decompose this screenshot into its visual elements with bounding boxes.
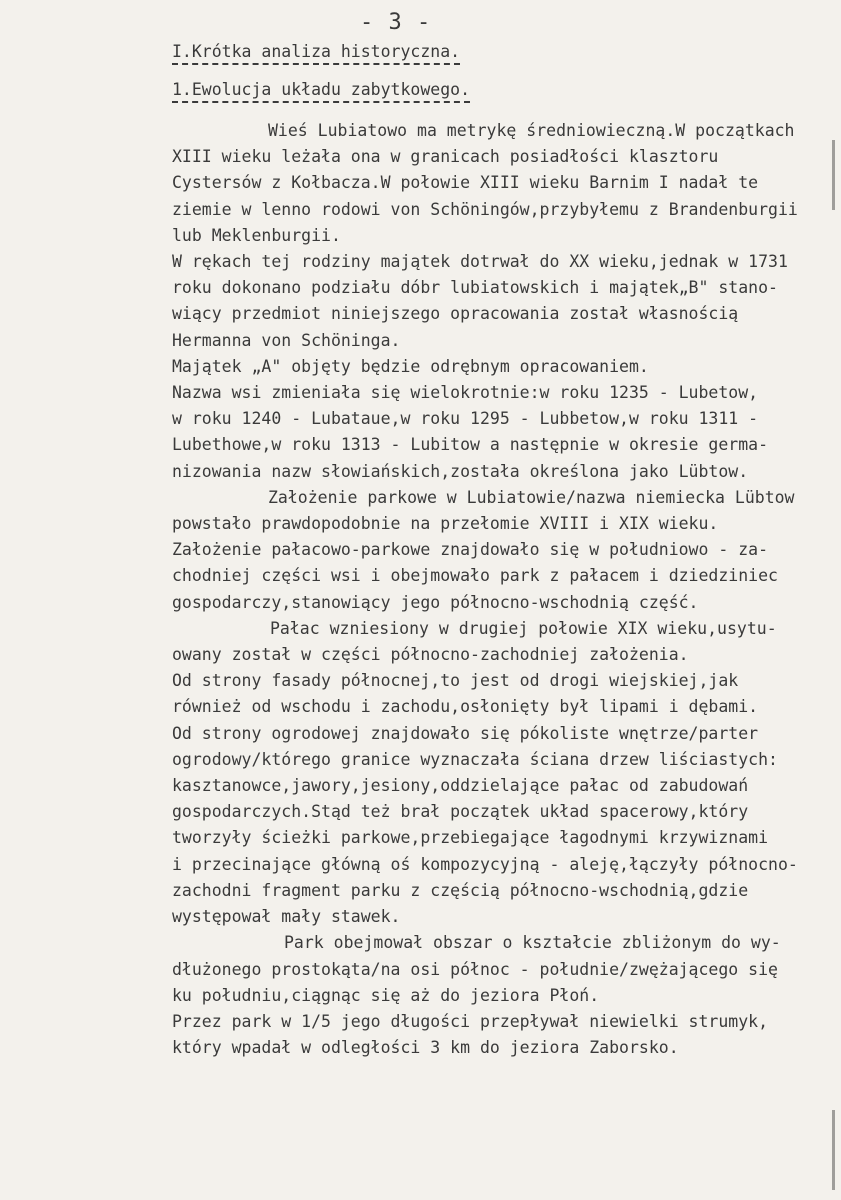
text-line: ziemie w lenno rodowi von Schöningów,przybyłemu z Brandenburgii	[172, 199, 798, 219]
chapter-heading	[172, 42, 460, 65]
text-line: powstało prawdopodobnie na przełomie XVIII i XIX wieku.	[172, 514, 719, 534]
text-line: dłużonego prostokąta/na osi północ - południe/zwężającego się	[172, 959, 778, 979]
text-line: gospodarczych.Stąd też brał początek układ spacerowy,który	[172, 802, 749, 822]
text-line: i przecinające główną oś kompozycyjną - aleję,łączyły północno-	[172, 854, 798, 874]
text-line: Majątek „A" objęty będzie odrębnym opracowaniem.	[172, 356, 649, 376]
text-line: który wpadał w odległości 3 km do jeziora Zaborsko.	[172, 1038, 679, 1058]
text-line: nizowania nazw słowiańskich,została określona jako Lübtow.	[172, 461, 749, 481]
text-line: Lubethowe,w roku 1313 - Lubitow a następnie w okresie germa-	[172, 435, 769, 455]
page-edge-mark	[832, 1110, 835, 1190]
section-heading-text: 1.Ewolucja układu zabytkowego.	[172, 80, 471, 99]
section-heading	[172, 80, 470, 103]
chapter-heading-text: I.Krótka analiza historyczna.	[172, 42, 461, 61]
text-line: Od strony fasady północnej,to jest od drogi wiejskiej,jak	[172, 671, 739, 691]
text-line: Założenie pałacowo-parkowe znajdowało się w południowo - za-	[172, 540, 769, 560]
text-line: również od wschodu i zachodu,osłonięty był lipami i dębami.	[172, 697, 759, 717]
text-line: Założenie parkowe w Lubiatowie/nazwa niemiecka Lübtow	[268, 487, 795, 507]
text-line: Przez park w 1/5 jego długości przepływał niewielki strumyk,	[172, 1011, 769, 1031]
text-line: Cystersów z Kołbacza.W połowie XIII wieku Barnim I nadał te	[172, 173, 759, 193]
text-line: wiący przedmiot niniejszego opracowania został własnością	[172, 304, 739, 324]
page-number: - 3 -	[360, 10, 432, 35]
text-line: XIII wieku leżała ona w granicach posiadłości klasztoru	[172, 147, 719, 167]
heading-underline	[172, 101, 470, 103]
heading-underline	[172, 63, 460, 65]
body-text	[172, 118, 834, 1061]
text-line: roku dokonano podziału dóbr lubiatowskich i majątek„B" stano-	[172, 278, 778, 298]
text-line: zachodni fragment parku z częścią północno-wschodnią,gdzie	[172, 880, 749, 900]
text-line: ku południu,ciągnąc się aż do jeziora Płoń.	[172, 985, 600, 1005]
text-line: Nazwa wsi zmieniała się wielokrotnie:w roku 1235 - Lubetow,	[172, 383, 759, 403]
text-line: gospodarczy,stanowiący jego północno-wschodnią część.	[172, 592, 699, 612]
text-line: Wieś Lubiatowo ma metrykę średniowieczną.W początkach	[268, 121, 795, 140]
text-line: występował mały stawek.	[172, 907, 401, 927]
text-line: Od strony ogrodowej znajdowało się pókoliste wnętrze/parter	[172, 723, 759, 743]
text-line: w roku 1240 - Lubataue,w roku 1295 - Lubbetow,w roku 1311 -	[172, 409, 759, 429]
text-line: owany został w części północno-zachodniej założenia.	[172, 645, 689, 665]
text-line: tworzyły ścieżki parkowe,przebiegające łagodnymi krzywiznami	[172, 828, 769, 848]
text-line: Park obejmował obszar o kształcie zbliżonym do wy-	[284, 933, 781, 953]
text-line: Hermanna von Schöninga.	[172, 330, 401, 350]
text-line: W rękach tej rodziny majątek dotrwał do XX wieku,jednak w 1731	[172, 252, 788, 272]
text-line: lub Meklenburgii.	[172, 225, 341, 245]
text-line: ogrodowy/którego granice wyznaczała ściana drzew liściastych:	[172, 749, 778, 769]
text-line: Pałac wzniesiony w drugiej połowie XIX wieku,usytu-	[270, 618, 777, 638]
text-line: kasztanowce,jawory,jesiony,oddzielające pałac od zabudowań	[172, 776, 749, 796]
text-line: chodniej części wsi i obejmowało park z pałacem i dziedziniec	[172, 566, 778, 586]
